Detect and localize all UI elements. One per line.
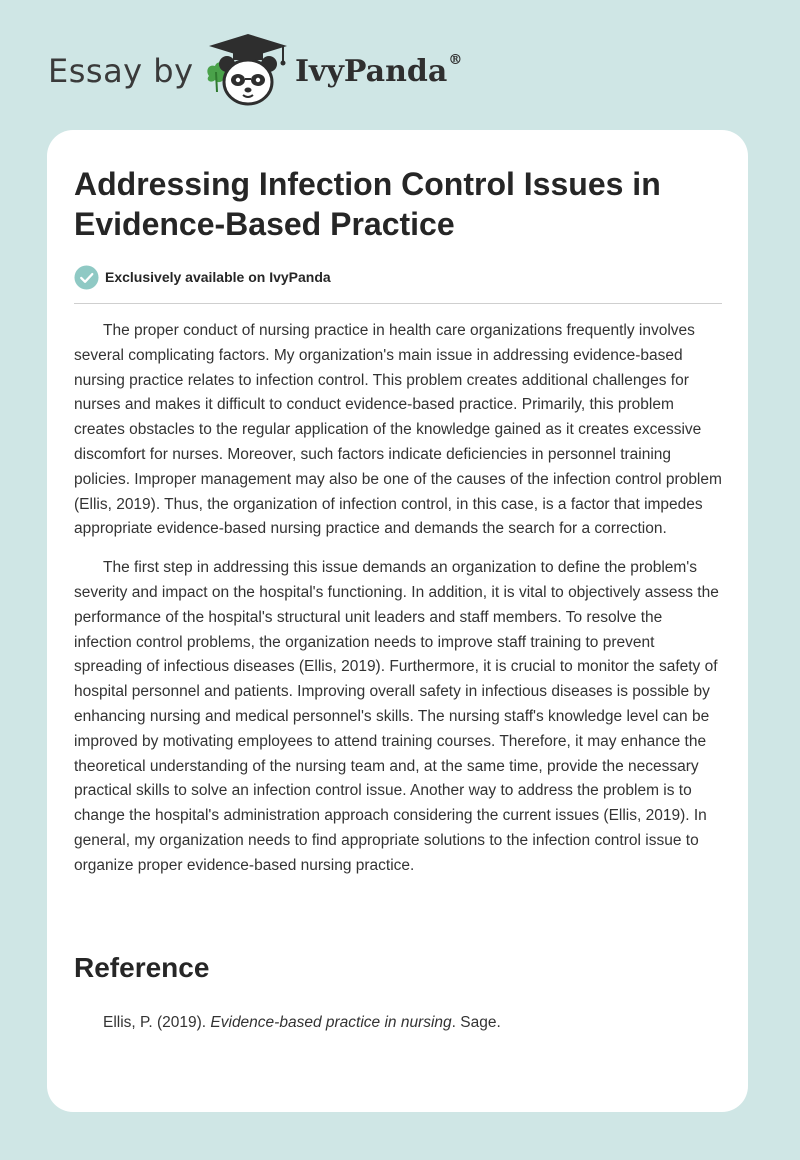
divider: [74, 303, 722, 304]
page-title: Addressing Infection Control Issues in Evidence-Based Practice: [74, 166, 661, 242]
panda-graduate-logo-icon[interactable]: [203, 30, 293, 110]
exclusive-badge: [74, 264, 331, 290]
essay-card: [47, 130, 748, 1112]
essay-by-label: Essay by: [48, 52, 194, 90]
check-circle-icon: [74, 265, 99, 290]
reference-heading: Reference: [74, 952, 210, 983]
brand-name[interactable]: IvyPanda®: [295, 52, 463, 89]
reference-title: Evidence-based practice in nursing: [210, 1014, 452, 1031]
reference-entry: Ellis, P. (2019). Evidence-based practice in nursing. Sage.: [103, 1014, 501, 1031]
essay-paragraph: The first step in addressing this issue demands an organization to define the problem's severity and impact on the hospital's functioning. In addition, it is vital to objectively assess the performance of the hospital's structural unit leaders and staff members. To resolve the infection control problems, the organization needs to improve staff training to prevent spreading of infectious diseases (Ellis, 2019). Furthermore, it is crucial to monitor the safety of hospital personnel and patients. Improving overall safety in infectious diseases is possible by enhancing nursing and medical personnel's skills. The nursing staff's knowledge level can be improved by motivating employees to attend training courses. Therefore, it may enhance the theoretical understanding of the nursing team and, at the same time, provide the necessary practical skills to solve an infection control issue. Another way to address the problem is to change the hospital's administration approach considering the current issues (Ellis, 2019). In general, my organization needs to find appropriate solutions to the infection control issue to organize proper evidence-based nursing practice.: [74, 559, 719, 874]
registered-mark: ®: [448, 52, 463, 68]
essay-paragraph: The proper conduct of nursing practice in health care organizations frequently involves several complicating factors. My organization's main issue in addressing evidence-based nursing practice relates to infection control. This problem creates additional challenges for nurses and makes it difficult to conduct evidence-based practice. Primarily, this problem creates obstacles to the regular application of the knowledge gained as it creates excessive discomfort for nurses. Moreover, such factors indicate deficiencies in personnel training policies. Improper management may also be one of the causes of the infection control problem (Ellis, 2019). Thus, the organization of infection control, in this case, is a factor that impedes appropriate evidence-based nursing practice and demands the search for a correction.: [74, 322, 722, 538]
site-header: [48, 30, 508, 110]
essay-body: [74, 319, 724, 893]
exclusive-badge-label: Exclusively available on IvyPanda: [105, 269, 331, 285]
